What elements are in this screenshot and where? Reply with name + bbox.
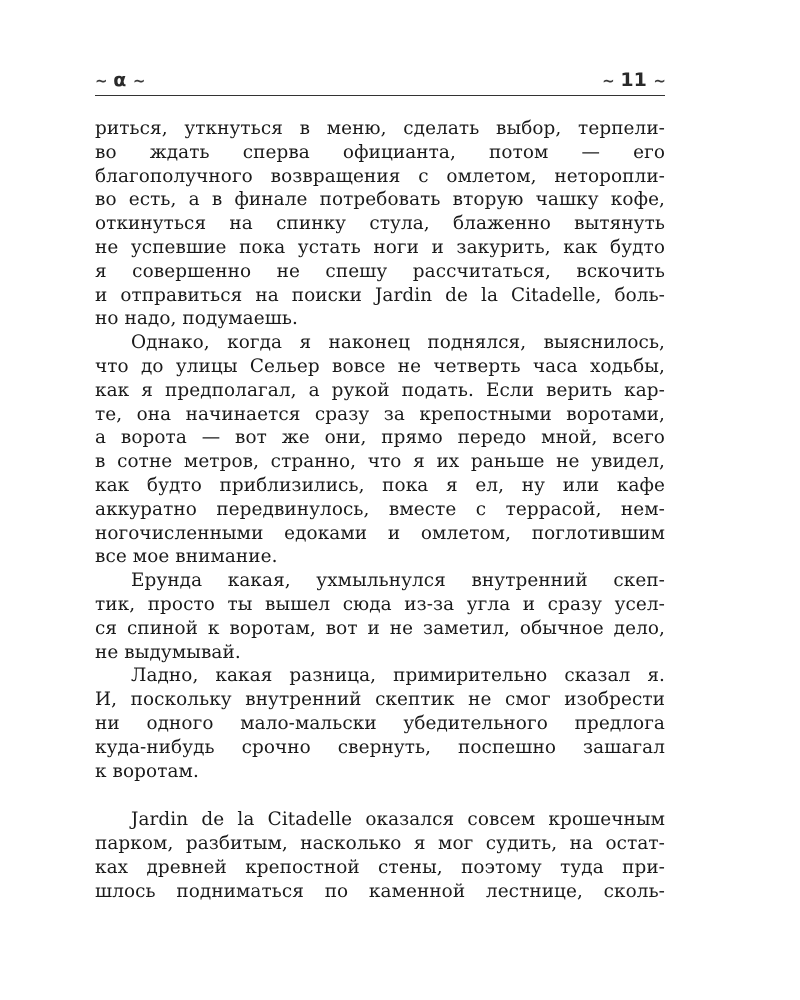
text-line: во ждать сперва официанта, потом — его [95, 141, 665, 163]
text-line: не выдумывай. [95, 641, 241, 663]
running-head-right [602, 68, 665, 93]
running-head [95, 68, 665, 94]
ornament-tilde: ~ [653, 72, 665, 90]
text-line: как будто приблизились, пока я ел, ну или кафе [95, 474, 665, 496]
text-line: благополучного возвращения с омлетом, неторопли- [95, 165, 665, 187]
text-line: к воротам. [95, 760, 199, 782]
text-line: шлось подниматься по каменной лестнице, сколь- [95, 880, 665, 902]
section-break [95, 783, 665, 808]
text-line: Jardin de la Citadelle оказался совсем крошечным [131, 809, 665, 831]
ornament-tilde: ~ [602, 72, 614, 90]
text-line: и отправиться на поиски Jardin de la Citadelle, боль- [95, 284, 665, 306]
text-line: в сотне метров, странно, что я их раньше не увидел, [95, 451, 665, 473]
text-line: аккуратно передвинулось, вместе с террасой, нем- [95, 498, 665, 520]
text-line: ся спиной к воротам, вот и не заметил, обычное дело, [95, 617, 665, 639]
text-line: риться, уткнуться в меню, сделать выбор, терпели- [95, 118, 665, 139]
running-head-left [95, 68, 144, 93]
paragraph [95, 331, 665, 569]
text-line: что до улицы Сельер вовсе не четверть часа ходьбы, [95, 355, 665, 377]
text-line: И, поскольку внутренний скептик не смог изобрести [95, 689, 665, 711]
text-line: а ворота — вот же они, прямо передо мной, всего [95, 427, 665, 449]
text-line: откинуться на спинку стула, блаженно вытянуть [95, 213, 665, 235]
ornament-tilde: ~ [132, 72, 145, 90]
paragraph [95, 808, 665, 903]
text-line: те, она начинается сразу за крепостными воротами, [95, 403, 665, 425]
paragraph [95, 664, 665, 783]
text-line: но надо, подумаешь. [95, 308, 298, 330]
header-rule [95, 95, 665, 96]
body-text [95, 117, 665, 904]
ornament-tilde: ~ [95, 72, 107, 90]
paragraph [95, 569, 665, 664]
text-line: тик, просто ты вышел сюда из-за угла и сразу усел- [95, 593, 665, 615]
text-line: парком, разбитым, насколько я мог судить, на остат- [95, 833, 665, 855]
paragraph [95, 117, 665, 331]
section-symbol: α [113, 69, 127, 91]
page-number: 11 [620, 69, 647, 91]
text-line: все мое внимание. [95, 546, 278, 568]
text-line: ни одного мало-мальски убедительного предлога [95, 712, 665, 734]
text-line: ках древней крепостной стены, поэтому туда при- [95, 856, 665, 878]
text-line: не успевшие пока устать ноги и закурить, как будто [95, 236, 665, 258]
text-line: как я предполагал, а рукой подать. Если верить кар- [95, 379, 665, 401]
text-line: во есть, а в финале потребовать вторую чашку кофе, [95, 189, 665, 211]
book-page [95, 0, 665, 1000]
text-line: Однако, когда я наконец поднялся, выяснилось, [131, 332, 665, 354]
text-line: ногочисленными едоками и омлетом, поглотившим [95, 522, 665, 544]
text-line: куда-нибудь срочно свернуть, поспешно зашагал [95, 736, 665, 758]
text-line: я совершенно не спешу рассчитаться, вскочить [95, 260, 665, 282]
text-line: Ладно, какая разница, примирительно сказал я. [131, 665, 665, 687]
text-line: Ерунда какая, ухмыльнулся внутренний скеп- [131, 570, 665, 592]
